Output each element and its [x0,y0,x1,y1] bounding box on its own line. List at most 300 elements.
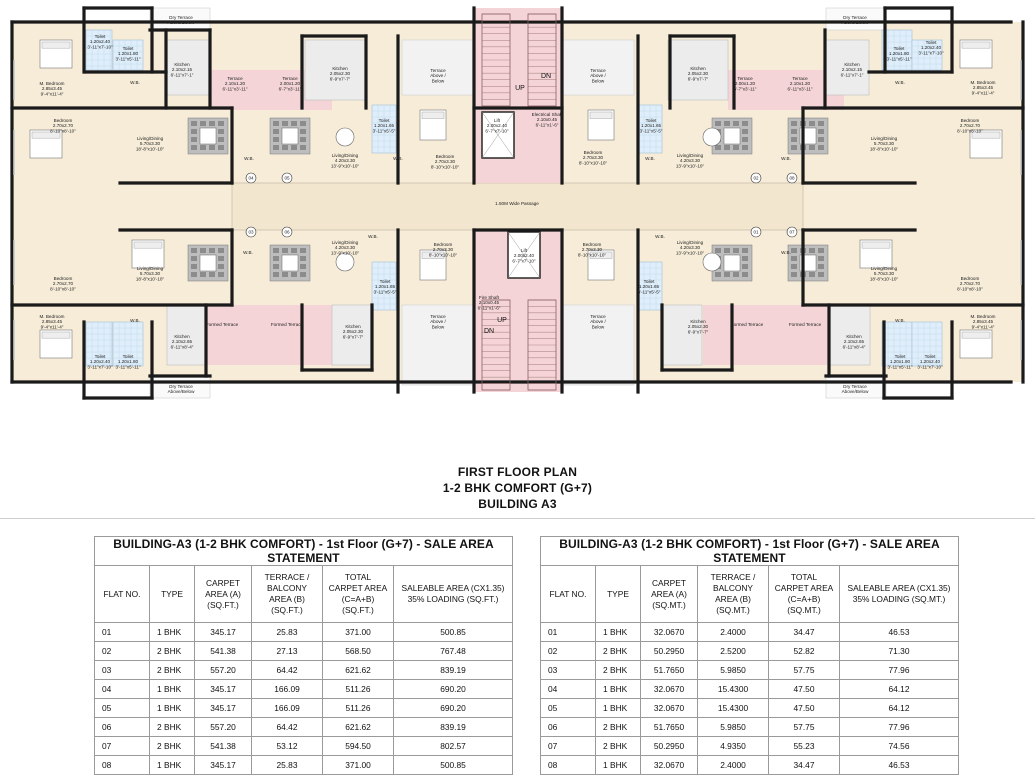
room-dimension-ft: 6'-7"x3'-11" [733,86,757,92]
table-row [95,661,513,680]
table-row [541,699,959,718]
room-dimension: Above/Below [167,20,195,26]
room-dimension-ft: 6'-9"x7'-7" [687,76,709,82]
room-name: Terrace [430,314,446,319]
room-dimension: 4.20x3.30 [334,158,356,164]
flat-number-marker [246,227,256,237]
rug-pattern [273,264,279,269]
bed-pillow [134,242,162,248]
room-name: Fire Shaft [479,295,499,300]
col-header-flat-no: FLAT NO. [541,566,596,623]
round-table-icon [703,128,721,146]
room-dimension-ft: 6'-11"x8'-4" [170,344,194,350]
room-name: Terrace [227,76,243,81]
room-dimension: 2.05x2.30 [687,71,709,77]
table-cell: 2 BHK [596,661,641,680]
table-cell: 27.13 [252,642,323,661]
rug-pattern [218,129,224,134]
col-header-total: TOTAL CARPET AREA (C=A+B) (SQ.FT.) [323,566,394,623]
room-name: Bedroom [583,150,603,155]
room-dimension-ft: 6'-9"x7'-7" [687,329,709,335]
room-label [688,319,709,334]
dining-table [200,255,216,271]
table-cell: 08 [95,756,150,775]
table-row [541,737,959,756]
room-label [590,314,606,329]
table-cell: 839.19 [394,661,513,680]
rug-pattern [291,248,297,253]
rug-pattern [273,145,279,150]
room-dimension-ft: 3'-11"x7'-10" [917,364,943,370]
rug-pattern [209,248,215,253]
room-dimension: 2.05x2.30 [329,71,351,77]
table-cell: 1 BHK [596,699,641,718]
rug-pattern [191,137,197,142]
rug-pattern [715,248,721,253]
table-cell: 32.0670 [641,680,698,699]
round-table [703,128,721,146]
stair-up-label: UP [515,85,525,92]
room-dimension: 1.20x1.80 [117,51,139,57]
bed-icon [960,330,992,358]
rug-pattern [200,272,206,277]
rug-pattern [191,145,197,150]
room-dimension-ft: 6'-11"x3'-11" [222,86,248,92]
dining-icon [270,118,310,154]
room-dimension: 1.20x1.80 [888,51,910,57]
table-cell: 74.56 [840,737,959,756]
room-dimension: 2.00x1.20 [734,81,756,87]
table-cell: 5.9850 [698,718,769,737]
room-name: Toilet [122,354,134,359]
room-label [50,276,76,291]
rug-pattern [200,145,206,150]
room-name: Dry Terrace [843,15,867,20]
room-name: Terrace [590,68,606,73]
room-dimension: Above/Below [841,20,869,26]
room-name: Electrical Shaft [531,112,563,117]
wash-basin-label: W.B. [130,80,140,85]
wash-basin-label: W.B. [243,250,253,255]
table-cell: 25.83 [252,623,323,642]
table-cell: 52.82 [769,642,840,661]
table-cell: 4.9350 [698,737,769,756]
rug-pattern [791,272,797,277]
rug-pattern [742,256,748,261]
table-cell: 767.48 [394,642,513,661]
table-cell: 2.5200 [698,642,769,661]
flat-number-marker [787,173,797,183]
table-cell: 1 BHK [596,680,641,699]
room-label [731,322,764,327]
room-dimension: Above / [590,73,606,79]
room-name: Toilet [122,46,134,51]
room-name: Kitchen [690,66,706,71]
room-dimension-ft: 6'-11"x1'-6" [535,122,559,128]
rug-pattern [209,145,215,150]
room-dimension: 2.10x0.45 [536,117,558,123]
rug-pattern [733,145,739,150]
rug-pattern [818,145,824,150]
room-name: Living/Dining [136,266,164,271]
room-dimension-ft: 8'-10"x10'-10" [430,164,460,170]
room-dimension: Above / [430,73,446,79]
terrace-zone [767,305,829,365]
room-label [343,324,364,339]
room-name: Bedroom [960,276,980,281]
room-dimension-ft: 18'-8"x10'-10" [869,146,899,152]
terrace-zone [268,305,332,365]
rug-pattern [791,256,797,261]
dining-icon [188,245,228,281]
flat-number-text: 06 [284,229,290,235]
room-dimension: 2.10x2.15 [841,67,863,73]
flat-number-text: 04 [248,175,254,181]
room-label [789,322,822,327]
room-name: Toilet [894,354,906,359]
table-cell: 5.9850 [698,661,769,680]
room-dimension-ft: 8'-10"x8'-10" [50,128,76,134]
room-dimension-ft: 8'-10"x8'-10" [957,128,983,134]
room-dimension: 2.05x2.30 [687,324,709,330]
room-label [430,314,446,329]
room-dimension: 2.10x2.65 [843,339,865,345]
bed-pillow [962,332,990,338]
dining-table [282,128,298,144]
dining-table [724,128,740,144]
rug-pattern [273,121,279,126]
room-dimension-ft: 9'-4"x11'-4" [971,90,995,96]
rug-pattern [191,248,197,253]
rug-pattern [300,264,306,269]
flat-number-text: 07 [789,229,795,235]
rug-pattern [191,129,197,134]
table-cell: 557.20 [195,718,252,737]
room-name: Dry Terrace [169,384,193,389]
table-cell: 345.17 [195,756,252,775]
rug-pattern [742,264,748,269]
table-row [95,680,513,699]
table-row [95,642,513,661]
table-cell: 1 BHK [596,756,641,775]
wash-basin-label: W.B. [645,156,655,161]
wash-basin-label: W.B. [393,156,403,161]
room-dimension-ft: Below [431,78,445,84]
room-label [168,15,195,25]
table-cell: 1 BHK [150,623,195,642]
table-title: BUILDING-A3 (1-2 BHK COMFORT) - 1st Floor (G+7) - SALE AREA STATEMENT [95,537,513,566]
rug-pattern [300,248,306,253]
table-row [95,623,513,642]
flat-number-marker [751,173,761,183]
table-cell: 621.62 [323,661,394,680]
room-dimension: 2.00x1.20 [279,81,301,87]
stair-up-label: UP [497,317,507,324]
rug-pattern [200,248,206,253]
sale-area-table-sqft [94,536,513,775]
room-name: Terrace [590,314,606,319]
room-label [168,384,195,394]
rug-pattern [300,256,306,261]
table-cell: 53.12 [252,737,323,756]
table-cell: 25.83 [252,756,323,775]
flat-number-text: 01 [753,229,759,235]
rug-pattern [273,129,279,134]
table-cell: 04 [95,680,150,699]
table-cell: 02 [95,642,150,661]
room-name: Toilet [645,118,657,123]
room-dimension-ft: 18'-8"x10'-10" [135,146,165,152]
room-label [957,276,983,291]
room-name: Bedroom [53,118,73,123]
room-label [206,322,239,327]
bed-icon [40,40,72,68]
col-header-type: TYPE [596,566,641,623]
room-dimension-ft: Below [591,78,605,84]
rug-pattern [809,145,815,150]
round-table-icon [336,128,354,146]
room-dimension-ft: 6'-7"x7'-10" [485,128,509,134]
room-label [688,66,709,81]
bed-pillow [42,332,70,338]
room-dimension-ft: 6'-7"x7'-10" [512,258,536,264]
room-dimension: 2.70x2.70 [52,123,74,129]
room-dimension-ft: 9'-4"x11'-4" [40,324,64,330]
room-name: Terrace [792,76,808,81]
room-dimension: 2.70x2.70 [959,123,981,129]
room-dimension-ft: 8'-10"x10'-10" [577,252,607,258]
room-dimension-ft: 18'-8"x10'-10" [135,276,165,282]
table-cell: 621.62 [323,718,394,737]
flat-number-text: 02 [753,175,759,181]
table-cell: 594.50 [323,737,394,756]
room-name: Formed Terrace [270,322,304,327]
rug-pattern [300,145,306,150]
bed-pillow [962,42,990,48]
rug-pattern [818,256,824,261]
col-header-carpet: CARPET AREA (A) (SQ.MT.) [641,566,698,623]
table-cell: 2 BHK [596,737,641,756]
plan-title-block [0,464,1035,512]
table-cell: 46.53 [840,756,959,775]
rug-pattern [218,137,224,142]
room-name: Toilet [925,40,937,45]
room-label [50,118,76,133]
rug-pattern [791,264,797,269]
plan-title: FIRST FLOOR PLAN [457,465,578,479]
rug-pattern [791,145,797,150]
room-dimension-ft: 6'-11"x8'-4" [842,344,866,350]
room-dimension-ft: 9'-4"x11'-4" [40,91,64,97]
col-header-flat-no: FLAT NO. [95,566,150,623]
room-label [330,66,351,81]
table-cell: 03 [95,661,150,680]
room-dimension-ft: Below [431,324,445,330]
wash-basin-label: W.B. [781,156,791,161]
room-name: Living/Dining [870,136,898,141]
table-cell: 04 [541,680,596,699]
room-label [970,314,995,329]
table-cell: 07 [95,737,150,756]
room-name: Toilet [924,354,936,359]
room-dimension: 1.20x1.65 [640,123,662,129]
room-dimension: Above/Below [167,389,195,395]
table-cell: 2 BHK [150,642,195,661]
room-dimension: 1.20x2.40 [89,39,111,45]
rug-pattern [218,272,224,277]
room-dimension: 2.10x2.15 [171,67,193,73]
room-name: Living/Dining [870,266,898,271]
room-dimension: 2.10x1.20 [789,81,811,87]
table-cell: 345.17 [195,680,252,699]
table-cell: 2 BHK [150,661,195,680]
dining-table [724,255,740,271]
bed-icon [960,40,992,68]
room-dimension: 5.70x3.30 [139,271,161,277]
room-label [842,384,869,394]
flat-number-text: 05 [284,175,290,181]
bed-icon [970,130,1002,158]
rug-pattern [715,272,721,277]
room-name: M. Bedroom [39,81,65,86]
table-cell: 500.85 [394,756,513,775]
room-label [271,322,304,327]
passage-area [232,183,803,230]
room-label [39,314,64,329]
room-dimension: 1.20x1.80 [117,359,139,365]
rug-pattern [809,248,815,253]
rug-pattern [209,121,215,126]
table-cell: 64.12 [840,680,959,699]
col-header-terrace: TERRACE / BALCONY AREA (B) (SQ.FT.) [252,566,323,623]
wash-basin-label: W.B. [895,318,905,323]
dining-table [282,255,298,271]
room-name: Kitchen [174,334,190,339]
table-cell: 64.42 [252,718,323,737]
room-dimension: 1.20x2.40 [89,359,111,365]
col-header-saleable: SALEABLE AREA (CX1.35) 35% LOADING (SQ.MT.) [840,566,959,623]
rug-pattern [791,121,797,126]
table-cell: 55.23 [769,737,840,756]
room-name: Kitchen [690,319,706,324]
table-cell: 57.75 [769,718,840,737]
room-dimension-ft: 3'-11"x5'-5" [639,128,663,134]
rug-pattern [282,272,288,277]
room-label [39,81,64,96]
room-dimension: 1.20x2.40 [920,45,942,51]
table-cell: 03 [541,661,596,680]
stair-down-label: DN [483,328,495,335]
room-dimension: 2.05x2.30 [342,329,364,335]
table-title: BUILDING-A3 (1-2 BHK COMFORT) - 1st Floor (G+7) - SALE AREA STATEMENT [541,537,959,566]
room-dimension-ft: 9'-4"x11'-4" [971,324,995,330]
rug-pattern [791,137,797,142]
table-cell: 07 [541,737,596,756]
room-name: Living/Dining [676,240,704,245]
room-name: Dry Terrace [843,384,867,389]
flat-number-text: 08 [789,175,795,181]
flat-number-marker [246,173,256,183]
room-dimension: 5.70x3.30 [873,141,895,147]
room-label [430,68,446,83]
round-table [336,253,354,271]
room-dimension: 2.10x2.65 [171,339,193,345]
rug-pattern [191,256,197,261]
room-name: Bedroom [435,154,455,159]
table-cell: 06 [541,718,596,737]
table-row [95,699,513,718]
room-name: Bedroom [433,242,453,247]
table-cell: 01 [95,623,150,642]
rug-pattern [742,272,748,277]
table-cell: 51.7650 [641,661,698,680]
room-name: Living/Dining [331,240,359,245]
room-dimension-ft: Below [591,324,605,330]
table-cell: 690.20 [394,699,513,718]
room-dimension: 2.70x2.70 [959,281,981,287]
rug-pattern [300,272,306,277]
bed-pillow [422,112,444,119]
rug-pattern [291,272,297,277]
room-name: Formed Terrace [205,322,239,327]
table-cell: 541.38 [195,642,252,661]
rug-pattern [291,145,297,150]
rug-pattern [742,137,748,142]
rug-pattern [791,248,797,253]
room-dimension-ft: 6'-9"x7'-7" [342,334,364,340]
round-table [336,128,354,146]
room-name: M. Bedroom [970,314,996,319]
table-row [541,718,959,737]
col-header-type: TYPE [150,566,195,623]
col-header-carpet: CARPET AREA (A) (SQ.FT.) [195,566,252,623]
room-dimension-ft: 3'-11"x7'-10" [918,50,944,56]
room-dimension: 4.20x3.30 [679,245,701,251]
room-name: Terrace [430,68,446,73]
table-cell: 557.20 [195,661,252,680]
bed-pillow [42,42,70,48]
col-header-total: TOTAL CARPET AREA (C=A+B) (SQ.MT.) [769,566,840,623]
room-dimension-ft: 3'-11"x5'-11" [886,56,912,62]
table-cell: 50.2950 [641,642,698,661]
table-cell: 01 [541,623,596,642]
room-name: Living/Dining [676,153,704,158]
bed-icon [40,330,72,358]
rug-pattern [218,248,224,253]
room-dimension-ft: 3'-11"x5'-5" [373,289,397,295]
dining-icon [788,245,828,281]
rug-pattern [715,121,721,126]
room-label [957,118,983,133]
rug-pattern [300,121,306,126]
rug-pattern [818,137,824,142]
flat-number-marker [787,227,797,237]
room-dimension-ft: 3'-11"x5'-11" [887,364,913,370]
table-cell: 166.09 [252,680,323,699]
room-name: Kitchen [332,66,348,71]
plan-building: BUILDING A3 [478,497,557,511]
table-row [541,680,959,699]
room-dimension-ft: 13'-9"x10'-10" [675,163,705,169]
rug-pattern [742,129,748,134]
table-cell: 371.00 [323,623,394,642]
table-cell: 1 BHK [150,699,195,718]
room-dimension-ft: 3'-11"x5'-11" [115,56,141,62]
room-name: Kitchen [844,62,860,67]
room-name: Dry Terrace [169,15,193,20]
room-dimension: 1.20x1.65 [374,284,396,290]
bed-pillow [862,242,890,248]
